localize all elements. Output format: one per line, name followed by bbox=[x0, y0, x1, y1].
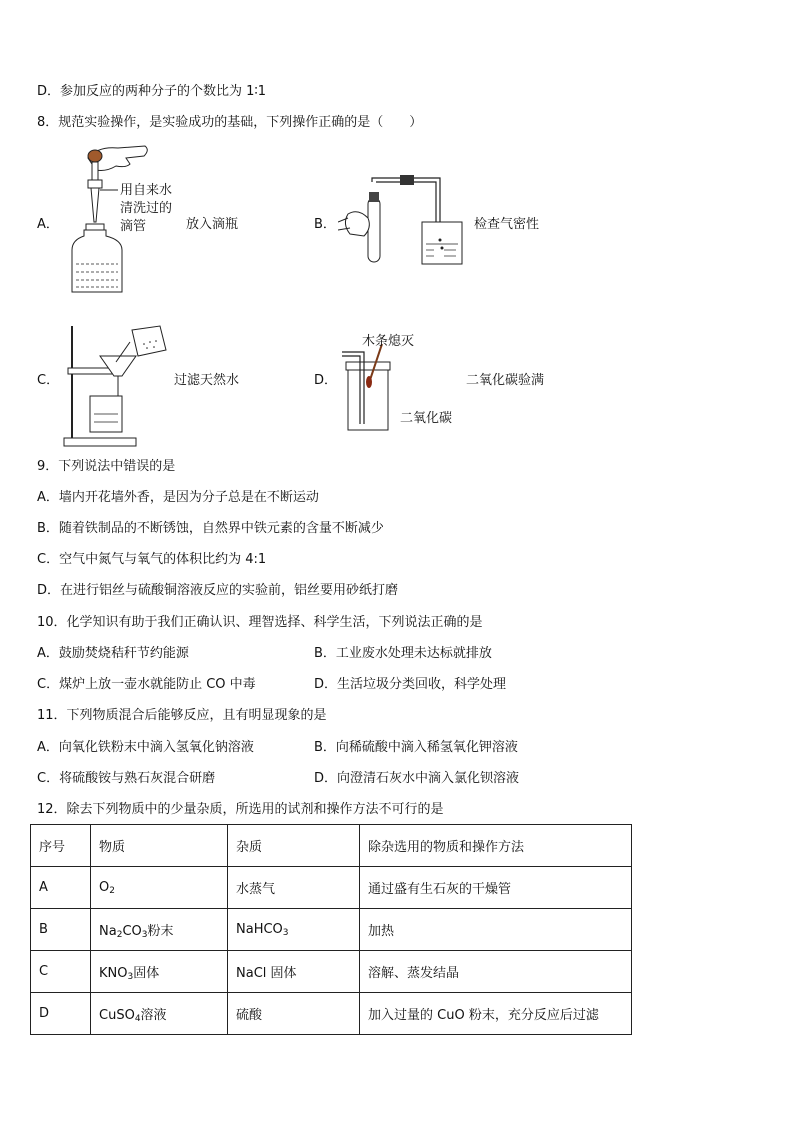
row-id: C bbox=[31, 951, 91, 993]
q8-d-callout-bottom: 二氧化碳 bbox=[400, 411, 453, 426]
q11-stem: 11．下列物质混合后能够反应，且有明显现象的是 bbox=[37, 708, 327, 723]
q9-stem: 9．下列说法中错误的是 bbox=[37, 459, 176, 474]
q10-option-c: C．煤炉上放一壶水就能防止 CO 中毒 bbox=[37, 677, 256, 692]
table-row bbox=[31, 867, 632, 909]
row-method: 加热 bbox=[360, 909, 632, 951]
row-substance: $Na_2CO_3$粉末 bbox=[91, 909, 228, 951]
q10-option-a: A．鼓励焚烧秸秆节约能源 bbox=[37, 646, 189, 661]
q8-c-letter: C． bbox=[37, 373, 60, 388]
row-substance: $O_2$ bbox=[91, 867, 228, 909]
q11-option-d: D．向澄清石灰水中滴入氯化钡溶液 bbox=[314, 771, 520, 786]
row-impurity: NaCl 固体 bbox=[228, 951, 360, 993]
q9-option-a: A．墙内开花墙外香，是因为分子总是在不断运动 bbox=[37, 490, 319, 505]
q7-option-d: D．参加反应的两种分子的个数比为 1∶1 bbox=[37, 84, 267, 99]
q8-d-letter: D． bbox=[314, 373, 338, 388]
q8-a-caption: 放入滴瓶 bbox=[186, 217, 239, 232]
header-cell: 除杂选用的物质和操作方法 bbox=[360, 825, 632, 867]
table-row bbox=[31, 951, 632, 993]
q8-c-caption: 过滤天然水 bbox=[174, 373, 240, 388]
q12-stem: 12．除去下列物质中的少量杂质，所选用的试剂和操作方法不可行的是 bbox=[37, 802, 444, 817]
row-impurity: NaHCO$_3$ bbox=[228, 909, 360, 951]
row-method: 加入过量的 CuO 粉末，充分反应后过滤 bbox=[360, 993, 632, 1035]
q8-d-caption: 二氧化碳验满 bbox=[466, 373, 545, 388]
header-cell: 杂质 bbox=[228, 825, 360, 867]
q9-option-d: D．在进行铝丝与硫酸铜溶液反应的实验前，铝丝要用砂纸打磨 bbox=[37, 583, 399, 598]
row-substance: CuSO$_4$溶液 bbox=[91, 993, 228, 1035]
row-method: 通过盛有生石灰的干燥管 bbox=[360, 867, 632, 909]
q11-option-b: B．向稀硫酸中滴入稀氢氧化钾溶液 bbox=[314, 740, 518, 755]
header-cell: 序号 bbox=[31, 825, 91, 867]
impurity-table bbox=[30, 824, 632, 1035]
co2-check-figure bbox=[340, 344, 406, 434]
row-id: A bbox=[31, 867, 91, 909]
q9-option-c: C．空气中氮气与氧气的体积比约为 4:1 bbox=[37, 552, 267, 567]
q9-option-b: B．随着铁制品的不断锈蚀，自然界中铁元素的含量不断减少 bbox=[37, 521, 384, 536]
row-substance: $KNO_3$固体 bbox=[91, 951, 228, 993]
row-id: B bbox=[31, 909, 91, 951]
q8-a-letter: A． bbox=[37, 217, 59, 232]
airtightness-figure bbox=[338, 172, 468, 272]
filtration-figure bbox=[60, 322, 170, 448]
q8-a-callout: 用自来水 清洗过的 滴管 bbox=[120, 183, 173, 234]
table-row bbox=[31, 909, 632, 951]
q8-b-letter: B． bbox=[314, 217, 336, 232]
header-cell: 物质 bbox=[91, 825, 228, 867]
q10-option-b: B．工业废水处理未达标就排放 bbox=[314, 646, 492, 661]
q8-d-callout-top: 木条熄灭 bbox=[362, 334, 415, 349]
row-impurity: 硫酸 bbox=[228, 993, 360, 1035]
row-method: 溶解、蒸发结晶 bbox=[360, 951, 632, 993]
q8-stem: 8．规范实验操作，是实验成功的基础，下列操作正确的是（ ） bbox=[37, 115, 423, 130]
q10-option-d: D．生活垃圾分类回收，科学处理 bbox=[314, 677, 507, 692]
row-impurity: 水蒸气 bbox=[228, 867, 360, 909]
q8-b-caption: 检查气密性 bbox=[474, 217, 540, 232]
q11-option-a: A．向氧化铁粉末中滴入氢氧化钠溶液 bbox=[37, 740, 254, 755]
row-id: D bbox=[31, 993, 91, 1035]
q11-option-c: C．将硫酸铵与熟石灰混合研磨 bbox=[37, 771, 216, 786]
q10-stem: 10．化学知识有助于我们正确认识、理智选择、科学生活，下列说法正确的是 bbox=[37, 615, 483, 630]
table-row bbox=[31, 993, 632, 1035]
table-header-row bbox=[31, 825, 632, 867]
